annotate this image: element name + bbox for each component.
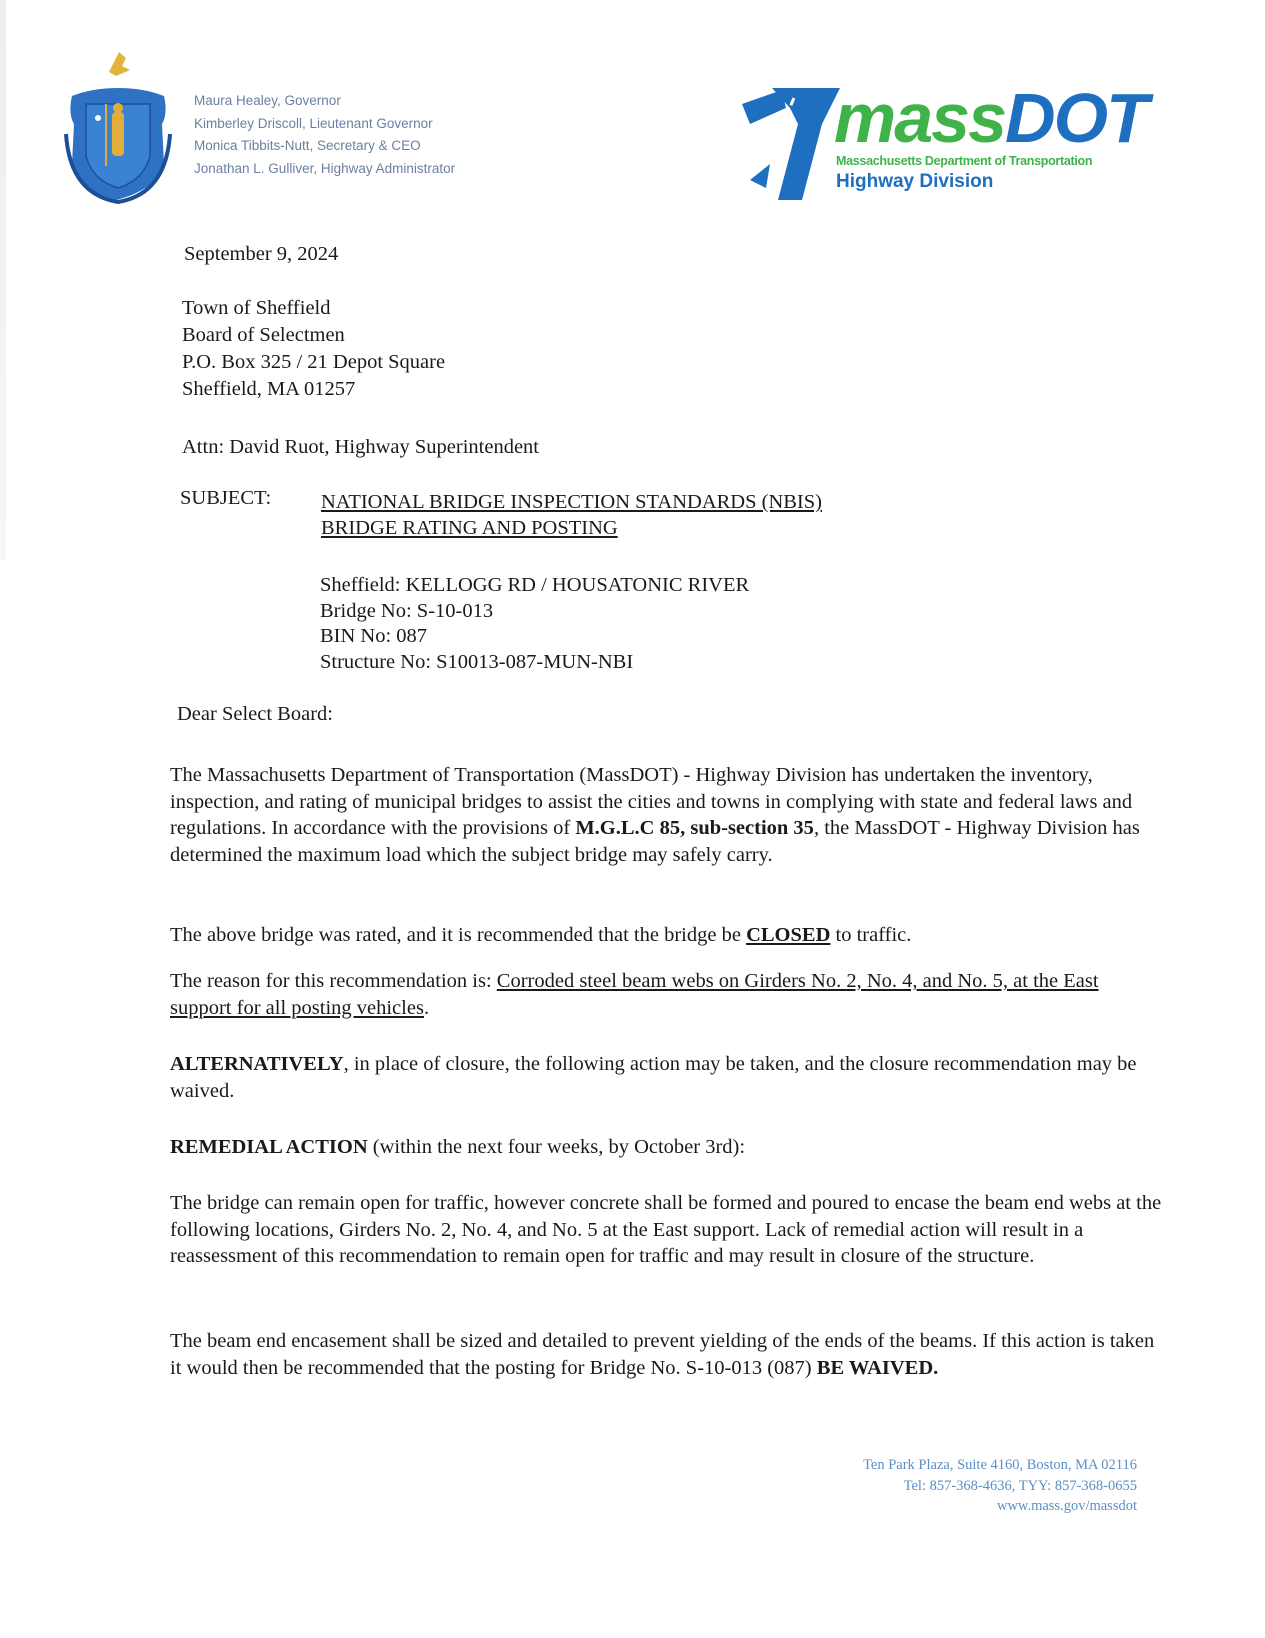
bridge-info <box>320 573 749 675</box>
text: to traffic. <box>830 924 912 946</box>
recipient-address <box>182 295 445 403</box>
letter-date: September 9, 2024 <box>184 243 339 265</box>
paragraph-encasement <box>170 1328 1165 1381</box>
attn-line: Attn: David Ruot, Highway Superintendent <box>182 436 539 458</box>
footer-website[interactable]: www.mass.gov/massdot <box>996 1498 1137 1514</box>
road-logo-icon <box>742 84 842 204</box>
subject-label: SUBJECT: <box>180 487 272 509</box>
footer-phone: Tel: 857-368-4636, TYY: 857-368-0655 <box>903 1477 1137 1494</box>
text: (within the next four weeks, by October 3rd): <box>367 1136 746 1158</box>
text: The Massachusetts Department of Transportation (MassDOT) - Highway Division has undertaken the inventory, inspection, and rating of municipal bridges to assist the cities and towns in complying with state and federal laws and regulations. In accordance with the provisions of <box>170 764 1133 839</box>
footer-address <box>863 1455 1137 1517</box>
paragraph-alternative <box>170 1051 1165 1104</box>
bin-number: BIN No: 087 <box>320 625 428 647</box>
text: . <box>423 996 430 1019</box>
subject-lines <box>321 489 822 541</box>
official-lt-governor: Kimberley Driscoll, Lieutenant Governor <box>194 115 433 131</box>
waived-emphasis: BE WAIVED. <box>816 1356 939 1379</box>
text: The beam end encasement shall be sized and detailed to prevent yielding of the ends of the beams. If this action is taken it would then be recommended that the posting for Bridge No. S-10-013 (087) <box>170 1330 1155 1379</box>
recipient-line: Town of Sheffield <box>182 297 331 319</box>
remedial-action-heading <box>170 1134 1165 1161</box>
salutation: Dear Select Board: <box>177 703 333 725</box>
statute-reference: M.G.L.C 85, sub-section 35 <box>575 817 814 839</box>
massdot-logo <box>742 79 1192 204</box>
logo-mass: mass <box>834 79 1006 157</box>
officials-list <box>194 90 455 180</box>
reason-text: Corroded steel beam webs on Girders No. 2, No. 4, and No. 5, at the East support for all posting vehicles <box>170 970 1099 1019</box>
alternatively-emphasis: ALTERNATIVELY <box>170 1053 344 1075</box>
official-highway-admin: Jonathan L. Gulliver, Highway Administrator <box>194 160 456 176</box>
recipient-line: Board of Selectmen <box>182 324 345 346</box>
recipient-line: Sheffield, MA 01257 <box>182 378 356 400</box>
paragraph-authority <box>170 762 1165 868</box>
paragraph-remedial: The bridge can remain open for traffic, however concrete shall be formed and poured to encase the beam end webs at the following locations, Girders No. 2, No. 4, and No. 5 at the East support. Lack of remedial action will result in a reassessment of this recommendation to remain open for traffic and may result in closure of the structure. <box>170 1192 1162 1267</box>
bridge-number: Bridge No: S-10-013 <box>320 599 494 622</box>
subject-line: NATIONAL BRIDGE INSPECTION STANDARDS (NBIS) <box>321 491 822 513</box>
paragraph-recommendation <box>170 922 1165 949</box>
logo-subtitle: Massachusetts Department of Transportation <box>836 154 1093 168</box>
official-secretary: Monica Tibbits-Nutt, Secretary & CEO <box>194 138 421 153</box>
footer-street: Ten Park Plaza, Suite 4160, Boston, MA 02116 <box>863 1457 1137 1473</box>
scan-edge <box>0 0 6 560</box>
logo-dot: DOT <box>1005 79 1147 157</box>
text: The reason for this recommendation is: <box>170 970 497 992</box>
text: The above bridge was rated, and it is recommended that the bridge be <box>170 924 747 946</box>
official-governor: Maura Healey, Governor <box>194 93 341 108</box>
structure-number: Structure No: S10013-087-MUN-NBI <box>320 650 634 673</box>
closed-emphasis: CLOSED <box>746 924 831 946</box>
logo-division: Highway Division <box>836 171 994 192</box>
remedial-emphasis: REMEDIAL ACTION <box>170 1136 368 1158</box>
paragraph-reason <box>170 968 1165 1021</box>
subject-line: BRIDGE RATING AND POSTING <box>321 517 618 539</box>
bridge-location: Sheffield: KELLOGG RD / HOUSATONIC RIVER <box>320 574 750 596</box>
text: , the MassDOT - Highway Division has determined the maximum load which the subject bridge may safely carry. <box>170 817 1140 866</box>
massachusetts-seal <box>64 44 174 204</box>
recipient-line: P.O. Box 325 / 21 Depot Square <box>182 351 446 373</box>
text: , in place of closure, the following action may be taken, and the closure recommendation may be waived. <box>170 1053 1137 1102</box>
